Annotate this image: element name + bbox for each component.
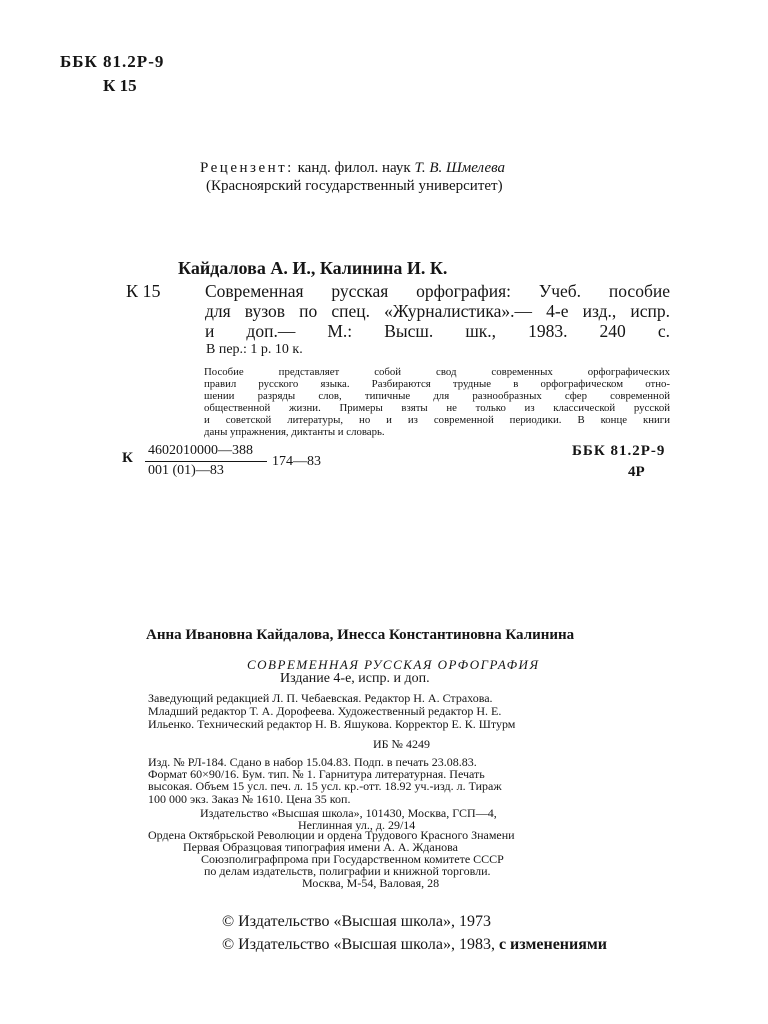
code-denominator: 001 (01)—83: [148, 463, 224, 478]
reviewer-degree: канд. филол. наук: [297, 160, 411, 176]
annotation-line: правил русского языка. Разбираются трудные в орфографическом отно-: [204, 378, 670, 390]
printer-line: Ордена Октябрьской Революции и ордена Трудового Красного Знамени: [148, 828, 515, 842]
editors-line: Ильенко. Технический редактор Н. В. Яшукова. Корректор Е. К. Штурм: [148, 717, 516, 731]
fraction-line: [145, 461, 267, 462]
annotation-line: шении разряды слов, типичные для разнообразных сфер современной: [204, 390, 670, 402]
card-description-line-1: Современная русская орфография: Учеб. пособие: [205, 281, 670, 301]
copyright-symbol: ©: [222, 913, 235, 930]
book-title: СОВРЕМЕННАЯ РУССКАЯ ОРФОГРАФИЯ: [247, 657, 540, 672]
annotation-line: и советской литературы, но и из современной периодики. В конце книги: [204, 414, 670, 426]
card-description-line-3: и доп.— М.: Высш. шк., 1983. 240 с.: [205, 321, 670, 341]
bbk-code-right: ББК 81.2Р-9: [572, 443, 666, 459]
annotation-line: даны упражнения, диктанты и словарь.: [204, 426, 385, 438]
annotation-line: Пособие представляет собой свод современных орфографических: [204, 366, 670, 378]
k-code-top: К 15: [103, 76, 137, 95]
reviewer-label: Рецензент:: [200, 160, 294, 176]
publisher-line: Издательство «Высшая школа», 101430, Москва, ГСП—4,: [200, 806, 497, 820]
tech-line: Формат 60×90/16. Бум. тип. № 1. Гарнитура литературная. Печать: [148, 767, 485, 781]
printer-line: по делам издательств, полиграфии и книжной торговли.: [204, 864, 491, 878]
card-authors: Кайдалова А. И., Калинина И. К.: [178, 258, 448, 278]
tech-line: высокая. Объем 15 усл. печ. л. 15 усл. кр.-отт. 18.92 уч.-изд. л. Тираж: [148, 779, 502, 793]
code-numerator: 4602010000—388: [148, 443, 253, 458]
ib-number: ИБ № 4249: [373, 737, 431, 751]
code-rhs: 174—83: [272, 454, 321, 469]
reviewer-line: [200, 160, 505, 177]
author-full-names: Анна Ивановна Кайдалова, Инесса Константиновна Калинина: [146, 627, 575, 643]
bbk-code-top: ББК 81.2Р-9: [60, 52, 165, 71]
copyright-symbol: ©: [222, 936, 235, 953]
copyright-text: Издательство «Высшая школа», 1983,: [238, 936, 495, 953]
editors-line: Заведующий редакцией Л. П. Чебаевская. Редактор Н. А. Страхова.: [148, 691, 493, 705]
card-k-code: К 15: [126, 281, 161, 301]
tech-line: Изд. № РЛ-184. Сдано в набор 15.04.83. Подп. в печать 23.08.83.: [148, 755, 477, 769]
card-description-line-2: для вузов по спец. «Журналистика».— 4-е изд., испр.: [205, 301, 670, 321]
printer-line: Москва, М-54, Валовая, 28: [302, 876, 440, 890]
reviewer-affiliation: (Красноярский государственный университет): [206, 178, 503, 194]
card-price: В пер.: 1 р. 10 к.: [206, 342, 303, 357]
author-mark-code: 4Р: [628, 464, 645, 480]
copyright-text: Издательство «Высшая школа», 1973: [238, 913, 491, 930]
printer-line: Первая Образцовая типография имени А. А. Жданова: [183, 840, 458, 854]
edition: Издание 4-е, испр. и доп.: [280, 671, 430, 686]
publisher-line: Неглинная ул., д. 29/14: [298, 818, 416, 832]
reviewer-name: Т. В. Шмелева: [414, 160, 506, 176]
annotation-line: общественной жизни. Примеры взяты не только из классической русской: [204, 402, 670, 414]
code-k: К: [122, 450, 133, 466]
copyright-line-2: [222, 936, 607, 954]
tech-line: 100 000 экз. Заказ № 1610. Цена 35 коп.: [148, 792, 351, 806]
editors-line: Младший редактор Т. А. Дорофеева. Художественный редактор Н. Е.: [148, 704, 502, 718]
printer-line: Союзполиграфпрома при Государственном комитете СССР: [201, 852, 504, 866]
copyright-line-1: [222, 913, 491, 931]
copyright-changes: с изменениями: [498, 936, 608, 953]
